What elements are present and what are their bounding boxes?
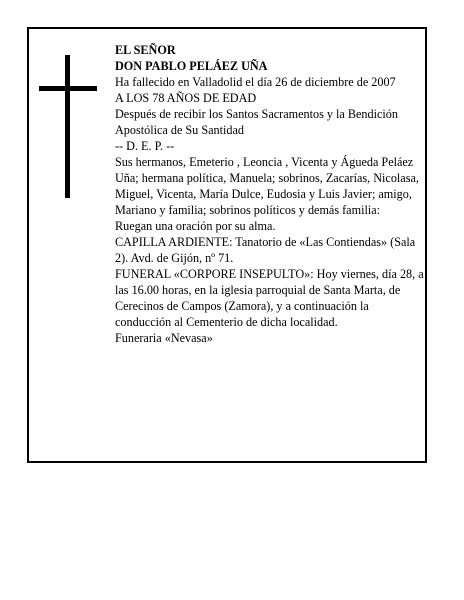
cross-vertical-bar — [65, 55, 70, 198]
notice-heading: EL SEÑOR — [115, 43, 176, 57]
funeral-info: FUNERAL «CORPORE INSEPULTO»: Hoy viernes, día 28, a las 16.00 horas, en la iglesia parroquial de Santa Marta, de Cerecinos de Campos (Zamora), y a continuación la conducción al Cementerio de dicha localidad. — [115, 267, 424, 329]
age-statement: A LOS 78 AÑOS DE EDAD — [115, 91, 257, 105]
family-list: Sus hermanos, Emeterio , Leoncia , Vicenta y Águeda Peláez Uña; hermana política, Manuela; sobrinos, Zacarías, Nicolasa, Miguel, Vicenta, María Dulce, Eudosia y Luis Javier; amigo, Mariano y familia; sobrinos políticos y demás familia: — [115, 155, 419, 217]
chapel-info: CAPILLA ARDIENTE: Tanatorio de «Las Contiendas» (Sala 2). Avd. de Gijón, nº 71. — [115, 235, 416, 265]
funeral-home: Funeraria «Nevasa» — [115, 331, 213, 345]
notice-text — [115, 42, 425, 346]
prayer-request: Ruegan una oración por su alma. — [115, 219, 276, 233]
cross-icon — [39, 55, 97, 198]
deceased-name: DON PABLO PELÁEZ UÑA — [115, 59, 268, 73]
rip-line: -- D. E. P. -- — [115, 139, 175, 153]
cross-horizontal-bar — [39, 86, 97, 91]
death-statement: Ha fallecido en Valladolid el día 26 de diciembre de 2007 — [115, 75, 396, 89]
sacraments-statement: Después de recibir los Santos Sacramentos y la Bendición Apostólica de Su Santidad — [115, 107, 398, 137]
obituary-notice — [27, 27, 427, 463]
